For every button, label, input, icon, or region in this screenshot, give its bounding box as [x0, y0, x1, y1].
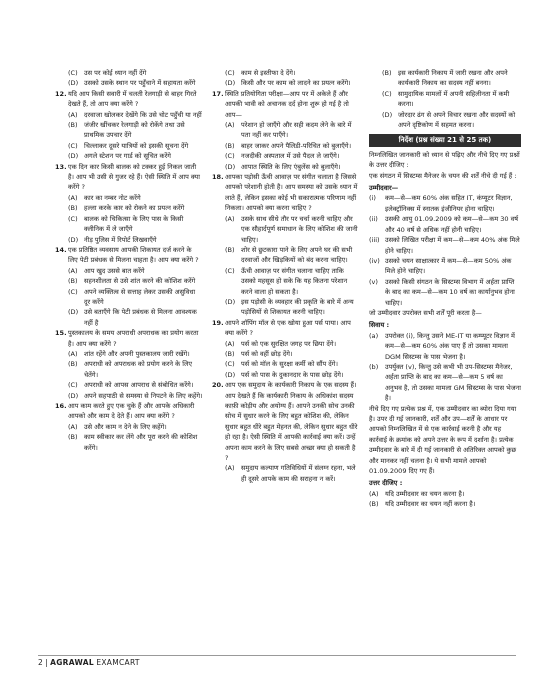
answer-option	[68, 141, 203, 151]
option-label: (C)	[225, 152, 235, 161]
option-label: (C)	[225, 266, 235, 275]
answer-option	[225, 266, 360, 297]
option-text: उसे बताएँगे कि पेटी प्रबंधक से मिलना आवश्यक नहीं है	[84, 308, 197, 327]
question-number: 19.	[212, 318, 224, 327]
criterion	[369, 235, 521, 256]
option-text: किसी और पर काम को लादने का प्रयत्न करेंगे।	[241, 79, 351, 88]
option-label: (C)	[225, 69, 235, 77]
option-label: (D)	[225, 162, 236, 171]
exception	[369, 362, 521, 404]
option-text: बालक को चिकित्सा के लिए पास के किसी क्लीनिक में ले जाएँगे	[84, 214, 184, 234]
option-text: नजदीकी अस्पताल में उसे पैदल ले जाएँगे।	[241, 152, 340, 161]
question	[212, 380, 360, 463]
answer-option	[225, 245, 360, 266]
option-label: (B)	[225, 349, 235, 358]
option-text: काम स्वीकार कर लेंगे और पूरा करने की कोशिश करेंगे।	[84, 433, 198, 452]
closing-instructions: नीचे दिए गए प्रत्येक प्रश्न में, एक उम्मीदवार का ब्योरा दिया गया है। उपर दी गई जानकारी, शर्तें और उप—शर्तें के आधार पर आपको निम्नलिखित में से एक कार्रवाई करनी है और यह कार्रवाई के क्रमांक को अपने उत्तर के रूप में दर्शाना है। प्रत्येक उम्मीदवार के बारे में दी गई जानकारी से अतिरिक्त आपको कुछ और मानकर नहीं चलना है। ये सभी मामले आपको 01.09.2009 दिए गए हैं।	[369, 404, 517, 476]
question-number: 18.	[212, 173, 224, 182]
option-text: दरवाजा खोलकर देखेंगे कि उसे चोट पहुँची या नहीं	[84, 110, 202, 119]
answer-choice-label: (B)	[369, 500, 379, 509]
option-label: (D)	[68, 235, 79, 244]
option-text: चिल्लाकर दूसरे यात्रियों को इसकी सूचना देंगे	[84, 141, 189, 150]
option-label: (D)	[68, 152, 79, 161]
option-label: (A)	[68, 266, 78, 275]
option-label: (D)	[225, 370, 236, 379]
option-label: (C)	[68, 381, 78, 390]
criterion-label: (v)	[369, 277, 378, 286]
answer-option	[68, 193, 203, 203]
criteria-heading: उम्मीदवार—	[369, 184, 399, 193]
option-label: (A)	[225, 214, 235, 223]
answer-choice	[369, 499, 521, 509]
option-label: (B)	[68, 433, 78, 442]
question-text: एक प्रतिष्ठित व्यवसाय आपकी शिकायत दर्ज करने के लिए पेटी प्रबंधक से मिलना चाहता है। आप क्या करेंगे ?	[68, 245, 199, 265]
criteria-list	[369, 193, 521, 307]
criterion-label: (iv)	[369, 256, 380, 265]
option-label: (A)	[68, 349, 78, 358]
criterion	[369, 256, 521, 277]
option-text: उसे और काम न देने के लिए कहेंगे।	[84, 422, 167, 431]
criterion	[369, 277, 521, 308]
question	[212, 172, 360, 214]
option-text: सहनशीलता से उसे शांत करने की कोशिश करेंगे	[84, 277, 196, 286]
option-label: (D)	[382, 110, 393, 119]
option-label: (C)	[382, 89, 392, 98]
answer-option	[225, 120, 360, 141]
answer-option	[225, 463, 360, 484]
option-text: आप खुद उससे बात करेंगे	[84, 266, 145, 275]
question-number: 14.	[55, 245, 67, 254]
option-label: (D)	[68, 308, 79, 317]
answer-choice	[369, 489, 521, 499]
question-text: एक दिन कार किसी बालक को टक्कर हुई निकल जाती है। आप भी उसी से गुजर रहे हैं। ऐसी स्थिति में आप क्या करेंगे ?	[68, 162, 200, 192]
criterion-text: उसको लिखित परीक्षा में कम—से—कम 40% अंक मिले होने चाहिए।	[385, 236, 520, 255]
option-text: शोर से छुटकारा पाने के लिए अपने घर की सभी दरवाजों और खिड़कियों को बंद करना चाहिए।	[241, 245, 353, 265]
answer-option	[68, 120, 203, 141]
directions-banner: निर्देश (प्रश्न संख्या 21 से 25 तक)	[369, 134, 521, 146]
question-number: 12.	[55, 89, 67, 98]
option-label: (B)	[382, 69, 392, 77]
option-text: काम से इस्तीफा दे देंगे।	[241, 69, 296, 77]
answer-option	[68, 349, 203, 359]
question	[55, 245, 203, 266]
exception	[369, 331, 521, 362]
question-text: यदि आप किसी सवारी में चलती रेलगाड़ी से बाहर गिरते देखते हैं, तो आप क्या करेंगे ?	[68, 89, 197, 109]
answer-option	[68, 235, 203, 245]
question-text: आपने शॉपिंग मॉल से एक खोया हुआ पर्स पाया। आप क्या करेंगे ?	[225, 318, 351, 338]
option-label: (D)	[225, 79, 236, 88]
answer-option	[225, 162, 360, 172]
option-text: अपने सहपाठी से समस्या से निपटने के लिए कहेंगे।	[84, 391, 203, 400]
option-text: जोरदार ढंग से अपने विचार रखना और सदस्यों को अपने दृष्टिकोण में सहमत करना।	[398, 110, 516, 130]
option-label: (D)	[225, 297, 236, 306]
exception-heading: सिवाय :	[369, 321, 390, 330]
criterion-text: कम—से—कम 60% अंक सहित IT, कंप्यूटर विज्ञान, इलेक्ट्रॉनिक्स में स्नातक इंजीनियर होना चाहिए।	[385, 194, 513, 213]
question-20-options-continued	[369, 68, 521, 130]
option-text: बाहर जाकर अपने पैलिडी-परिचित को बुलाएँगे।	[241, 141, 352, 150]
criterion	[369, 193, 521, 214]
question-number: 17.	[212, 89, 224, 98]
option-text: हल्ला करके कार को रोकने का प्रयत्न करेंगे	[84, 204, 185, 213]
question-text: आप एक समुदाय के कार्यकारी निकाय के एक सदस्य हैं। आप देखते हैं कि कार्यकारी निकाय के अधिकांश सदस्य काफ़ी कोड़ीय और अयोग्य हैं। आपने उनकी सोच उनकी सोच में सुधार करने के लिए बहुत कोशिश की, लेकिन सुधार बहुत धीरे बहुत मेहनत की, लेकिन सुधार बहुत धीरे हो रहा है। ऐसी स्थिति में आपकी कार्रवाई क्या करें। उन्हें अपना काम करने के लिए सबसे अच्छा क्या हो सकती है ?	[225, 381, 358, 463]
question	[55, 328, 203, 349]
answer-option	[68, 307, 203, 328]
criterion-text: उसको चयन साक्षात्कार में कम—से—कम 50% अंक मिले होने चाहिए।	[385, 256, 512, 276]
answer-list	[369, 489, 521, 510]
answer-option	[68, 359, 203, 380]
page-footer	[0, 655, 554, 700]
option-label: (B)	[225, 141, 235, 150]
question	[212, 318, 360, 339]
answer-option	[225, 68, 360, 78]
criterion-label: (i)	[369, 194, 376, 203]
footer-label	[38, 658, 140, 667]
exception-intro: जो उम्मीदवार उपरोक्त सभी शर्तें पूरी करता है—	[369, 308, 482, 317]
answer-option	[68, 214, 203, 235]
option-text: समुदाय कल्याण गतिविधियों में संलग्न रहना, भले ही दूसरे आपके काम की सराहना न करें।	[241, 464, 356, 483]
option-label: (A)	[225, 339, 235, 348]
option-text: ऊँची आवाज़ पर संगीत चलाना चाहिए ताकि उसको महसूस हो सके कि यह कितना परेशान करने वाला हो सकता है।	[241, 266, 348, 296]
column-3	[369, 68, 521, 510]
answer-heading: उत्तर दीजिए :	[369, 479, 403, 488]
option-label: (B)	[68, 360, 78, 369]
answer-option	[68, 276, 203, 286]
option-label: (C)	[68, 214, 78, 223]
answer-option	[68, 203, 203, 213]
option-label: (C)	[225, 360, 235, 369]
option-label: (C)	[68, 287, 78, 296]
question	[55, 401, 203, 422]
criterion-text: उसकी आयु 01.09.2009 को कम—से—कम 30 वर्ष और 40 वर्ष से अधिक नहीं होनी चाहिए।	[385, 215, 519, 234]
answer-option	[225, 141, 360, 151]
option-label: (D)	[68, 391, 79, 400]
option-text: पर्स को एक सुरक्षित जगह पर छिपा देंगे।	[241, 339, 337, 348]
exception-text: उपर्युक्त (v), किन्तु उसे कभी भी उप-सिस्टम्स मैनेजर, अर्हता प्राप्ति के बाद का कम—से—कम 5 वर्ष का अनुभव है, तो उसका मामला GM सिस्टम्स के पास भेजना है।	[385, 362, 521, 403]
question	[55, 162, 203, 193]
selection-intro: एक संगठन में सिस्टम्स मैनेजर के चयन की शर्तें नीचे दी गई हैं :	[369, 171, 517, 180]
answer-option	[225, 339, 360, 349]
footer-divider	[38, 655, 516, 656]
option-text: अपराधी को अपराधक को प्रयोग करने के लिए चेतेंगे।	[84, 360, 193, 379]
criterion	[369, 214, 521, 235]
brand-name-suffix: EXAMCART	[96, 658, 140, 667]
answer-option	[225, 78, 360, 88]
question-text: स्थिति प्रतियोगिता परीक्षा—आप पर में अकेले हैं और आपकी भावी को अचानक दर्द होना शुरू हो गई है तो आप—	[225, 89, 349, 119]
option-text: इस पड़ोसी के व्यवहार की प्रकृति के बारे में अन्य पड़ोसियों से शिकायत करनी चाहिए।	[241, 297, 354, 317]
answer-option	[225, 349, 360, 359]
option-label: (A)	[225, 121, 235, 130]
option-label: (D)	[68, 79, 79, 88]
answer-option	[68, 78, 203, 88]
option-text: उस पर कोई ध्यान नहीं देंगे	[84, 69, 147, 77]
answer-option	[68, 422, 203, 432]
option-text: कार का नम्बर नोट करेंगे	[84, 193, 141, 202]
option-text: पर्स को मॉल के सुरक्षा कर्मी को सौंप देंगे।	[241, 360, 338, 369]
answer-option	[382, 89, 521, 110]
brand-name: AGRAWAL	[50, 658, 94, 667]
option-text: पर्स को पास के दुकानदार के पास छोड़ देंगे।	[241, 370, 344, 379]
option-text: अगले स्टेशन पर गार्ड को सूचित करेंगे	[84, 152, 171, 161]
criterion-label: (iii)	[369, 236, 380, 245]
option-label: (B)	[225, 245, 235, 254]
answer-option	[68, 287, 203, 308]
option-text: शांत रहेंगे और अपनी पुस्तकालय जारी रखेंगे।	[84, 349, 190, 358]
footer-separator: |	[45, 658, 48, 667]
answer-option	[68, 68, 203, 78]
question-number: 13.	[55, 162, 67, 171]
criterion-label: (ii)	[369, 215, 378, 224]
option-text: पर्स को वहीं छोड़ देंगे।	[241, 349, 293, 358]
exception-label: (a)	[369, 331, 379, 340]
answer-option	[68, 110, 203, 120]
option-label: (A)	[225, 464, 235, 473]
answer-choice-text: यदि उम्मीदवार का चयन नहीं करना है।	[385, 500, 476, 509]
criterion-text: उसको किसी संगठन के सिस्टम्स विभाग में अर्हता प्राप्ति के बाद का कम—से—कम 10 वर्ष का कार्यानुभव होना चाहिए।	[385, 277, 515, 307]
answer-option	[225, 359, 360, 369]
option-label: (A)	[68, 422, 78, 431]
question	[55, 89, 203, 110]
option-text: इस कार्यकारी निकाय में जारी रखना और अपने कार्यकारी निकाय का सदस्य नहीं बनना।	[398, 69, 508, 88]
option-label: (A)	[68, 193, 78, 202]
question-number: 20.	[212, 381, 224, 390]
answer-option	[68, 432, 203, 453]
option-label: (B)	[68, 204, 78, 213]
option-text: अपराधी को आपस आपराध से संबोधित करेंगे।	[84, 381, 194, 390]
option-text: जंजीर खींचकर रेलगाड़ी को रोकेंगे तथा उसे प्राथमिक उपचार देंगे	[84, 121, 185, 140]
answer-option	[68, 391, 203, 401]
option-text: सामुदायिक मामलों में अपनी सहिलीनता में कमी करना।	[398, 89, 510, 109]
option-text: अपने व्यक्तित्व से सत्ताह लेकर उसकी असुविधा दूर करेंगे	[84, 287, 196, 306]
answer-option	[68, 380, 203, 390]
question	[212, 89, 360, 120]
option-text: उसको उसके स्थान पर पहुँचाने में सहायता करेंगे	[84, 79, 196, 88]
answer-option	[68, 151, 203, 161]
directions-intro: निम्नलिखित जानकारी को ध्यान से पढ़िए और नीचे दिए गए प्रश्नों के उत्तर दीजिए :	[369, 150, 520, 170]
question-text: आपका पड़ोसी ऊँची आवाज़ पर संगीत चलाता है जिससे आपको परेशानी होती है। आप समस्या को उसके ध्यान में लाते हैं, लेकिन इसका कोई भी सकारात्मक परिणाम नहीं निकला। आपको क्या करना चाहिए ?	[225, 173, 358, 213]
answer-option	[68, 266, 203, 276]
answer-option	[382, 110, 521, 131]
option-text: नीड़ पुलिस में रिपोर्ट लिखवाएँगे	[84, 235, 157, 244]
answer-option	[382, 68, 521, 89]
page-number: 2	[38, 658, 43, 667]
option-text: परेशान हो जाएँगे और सही कदम लेने के बारे में पता नहीं कर पाएँगे।	[241, 121, 352, 140]
answer-option	[225, 151, 360, 161]
option-label: (B)	[68, 277, 78, 286]
answer-option	[225, 297, 360, 318]
option-text: आपात स्थिति के लिए एंबुलेंस को बुलाएँगे।	[241, 162, 341, 171]
question-number: 15.	[55, 329, 67, 338]
question-text: पुस्तकालय के समय अपराधी अपराधक का प्रयोग करता है। आप क्या करेंगे ?	[68, 329, 199, 348]
exception-list	[369, 331, 521, 404]
column-1	[55, 68, 203, 453]
option-label: (C)	[68, 141, 78, 150]
column-2	[212, 68, 360, 484]
exception-text: उपरोक्त (i), किन्तु उसने ME-IT या कम्प्यूटर विज्ञान में कम—से—कम 60% अंक पाए हैं तो उसका मामला DGM सिस्टम्स के पास भेजना है।	[385, 331, 515, 361]
answer-choice-label: (A)	[369, 489, 379, 498]
question-number: 16.	[55, 402, 67, 410]
option-label: (C)	[68, 69, 78, 77]
exception-label: (b)	[369, 362, 379, 371]
option-label: (A)	[68, 110, 78, 119]
answer-option	[225, 214, 360, 245]
question-text: आप काम करते हुए एक चुके हैं और आपके अधिकारी आपको और काम दे देते हैं। आप क्या करेंगे ?	[68, 402, 195, 421]
option-label: (B)	[68, 121, 78, 130]
answer-choice-text: यदि उम्मीदवार का चयन करना है।	[385, 489, 465, 498]
answer-option	[225, 370, 360, 380]
option-text: उसके साथ सीधे तौर पर चर्चा करनी चाहिए और एक सौहार्दपूर्ण समाधान के लिए कोशिश की जानी चाहिए।	[241, 214, 358, 244]
